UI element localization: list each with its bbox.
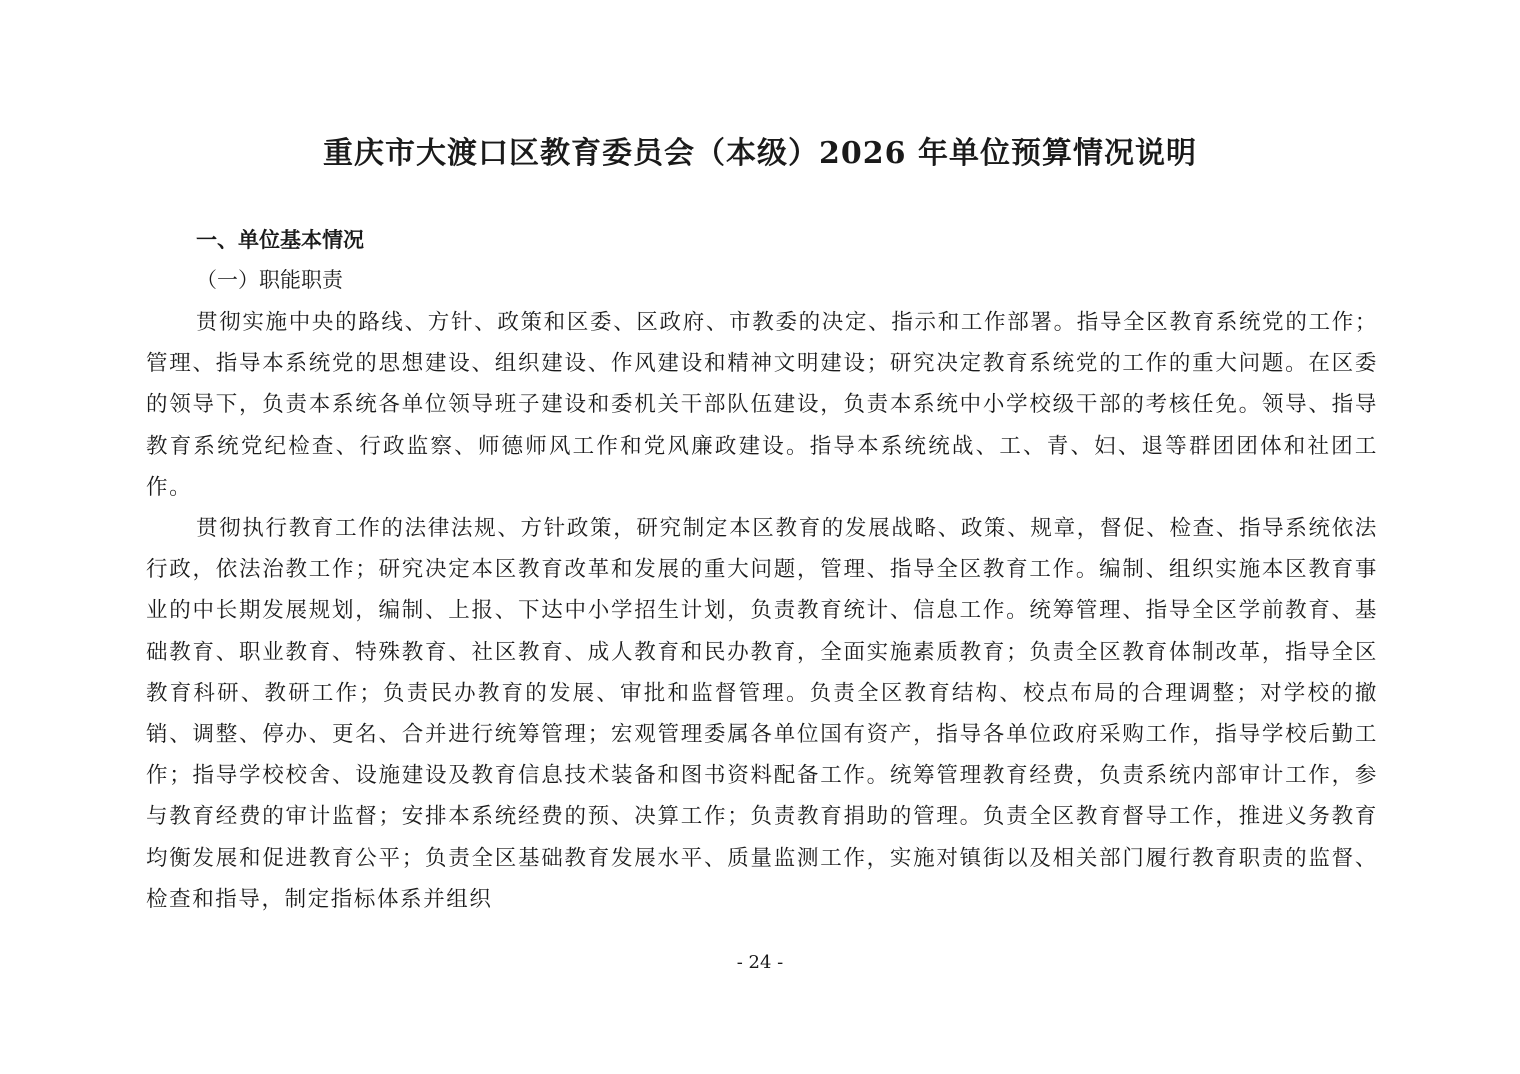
sub-heading: （一）职能职责 — [196, 268, 343, 292]
document-body — [146, 220, 1378, 920]
section-heading: 一、单位基本情况 — [196, 228, 364, 252]
paragraph: 贯彻执行教育工作的法律法规、方针政策，研究制定本区教育的发展战略、政策、规章，督促、检查、指导系统依法行政，依法治教工作；研究决定本区教育改革和发展的重大问题，管理、指导全区教育工作。编制、组织实施本区教育事业的中长期发展规划，编制、上报、下达中小学招生计划，负责教育统计、信息工作。统筹管理、指导全区学前教育、基础教育、职业教育、特殊教育、社区教育、成人教育和民办教育，全面实施素质教育；负责全区教育体制改革，指导全区教育科研、教研工作；负责民办教育的发展、审批和监督管理。负责全区教育结构、校点布局的合理调整；对学校的撤销、调整、停办、更名、合并进行统筹管理；宏观管理委属各单位国有资产，指导各单位政府采购工作，指导学校后勤工作；指导学校校舍、设施建设及教育信息技术装备和图书资料配备工作。统筹管理教育经费，负责系统内部审计工作，参与教育经费的审计监督；安排本系统经费的预、决算工作；负责教育捐助的管理。负责全区教育督导工作，推进义务教育均衡发展和促进教育公平；负责全区基础教育发展水平、质量监测工作，实施对镇街以及相关部门履行教育职责的监督、检查和指导，制定指标体系并组织 — [146, 516, 1378, 912]
page-title: 重庆市大渡口区教育委员会（本级）2026 年单位预算情况说明 — [323, 136, 1197, 171]
page-number: - 24 - — [736, 952, 784, 973]
paragraph: 贯彻实施中央的路线、方针、政策和区委、区政府、市教委的决定、指示和工作部署。指导全区教育系统党的工作；管理、指导本系统党的思想建设、组织建设、作风建设和精神文明建设；研究决定教育系统党的工作的重大问题。在区委的领导下，负责本系统各单位领导班子建设和委机关干部队伍建设，负责本系统中小学校级干部的考核任免。领导、指导教育系统党纪检查、行政监察、师德师风工作和党风廉政建设。指导本系统统战、工、青、妇、退等群团团体和社团工作。 — [146, 310, 1378, 500]
